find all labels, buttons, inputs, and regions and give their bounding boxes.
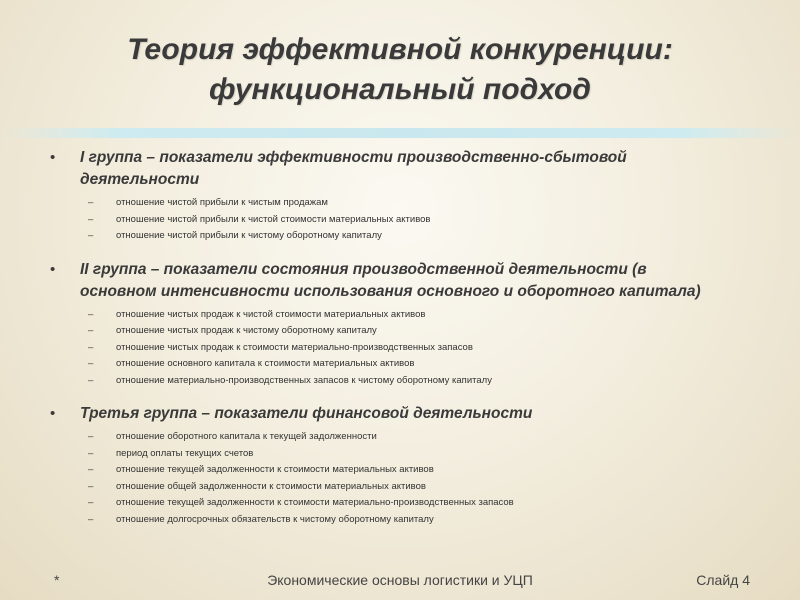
list-item: – отношение общей задолженности к стоимости материальных активов — [0, 479, 800, 496]
group-2-heading-text: II группа – показатели состояния производственной деятельности (в основном интенсивности использования основного и оборотного капитала) — [80, 260, 701, 300]
list-item: – отношение текущей задолженности к стоимости материально-производственных запасов — [0, 495, 800, 512]
bullet-icon: • — [50, 405, 56, 422]
group-3-heading-text: Третья группа – показатели финансовой деятельности — [80, 405, 533, 422]
list-item: – отношение чистых продаж к стоимости материально-производственных запасов — [0, 340, 800, 357]
dash-icon: – — [88, 308, 94, 320]
dash-icon: – — [88, 358, 94, 369]
group-1-list — [0, 195, 800, 245]
list-item: – отношение чистой прибыли к чистому оборотному капиталу — [0, 228, 800, 245]
list-item: – отношение материально-производственных запасов к чистому оборотному капиталу — [0, 373, 800, 390]
list-item: – период оплаты текущих счетов — [0, 446, 800, 463]
slide-number: Слайд 4 — [696, 572, 750, 588]
dash-icon: – — [88, 374, 94, 386]
slide-footer — [0, 572, 800, 596]
dash-icon: – — [88, 480, 94, 492]
dash-icon: – — [88, 230, 94, 241]
group-3-list — [0, 429, 800, 528]
group-2-heading — [0, 259, 720, 303]
list-item: – отношение чистых продаж к чистому оборотному капиталу — [0, 323, 800, 340]
dash-icon: – — [88, 197, 94, 208]
list-item: – отношение основного капитала к стоимости материальных активов — [0, 356, 800, 373]
list-item: – отношение чистой прибыли к чистой стоимости материальных активов — [0, 212, 800, 229]
dash-icon: – — [88, 464, 94, 475]
slide-title — [0, 30, 800, 110]
slide-title-line-1: Теория эффективной конкуренции: — [127, 33, 673, 66]
slide-title-line-2: функциональный подход — [209, 73, 591, 106]
slide-content — [0, 147, 800, 542]
list-item: – отношение чистой прибыли к чистым продажам — [0, 195, 800, 212]
bullet-icon: • — [50, 149, 56, 166]
group-1 — [0, 147, 800, 245]
footer-star: * — [54, 572, 60, 588]
group-1-heading-text: I группа – показатели эффективности производственно-сбытовой деятельности — [80, 149, 627, 188]
dash-icon: – — [88, 447, 94, 459]
dash-icon: – — [88, 431, 94, 442]
bullet-icon: • — [50, 260, 56, 278]
dash-icon: – — [88, 497, 94, 508]
group-2 — [0, 259, 800, 390]
list-item: – отношение оборотного капитала к текущей задолженности — [0, 429, 800, 446]
footer-course-title: Экономические основы логистики и УЦП — [267, 572, 533, 588]
dash-icon: – — [88, 341, 94, 353]
group-2-list — [0, 307, 800, 390]
dash-icon: – — [88, 213, 94, 225]
list-item: – отношение долгосрочных обязательств к чистому оборотному капиталу — [0, 512, 800, 529]
dash-icon: – — [88, 325, 94, 336]
group-1-heading — [0, 147, 720, 191]
group-3-heading — [0, 403, 720, 425]
dash-icon: – — [88, 513, 94, 525]
list-item: – отношение чистых продаж к чистой стоимости материальных активов — [0, 307, 800, 324]
title-divider — [0, 128, 800, 138]
group-3 — [0, 403, 800, 528]
list-item: – отношение текущей задолженности к стоимости материальных активов — [0, 462, 800, 479]
